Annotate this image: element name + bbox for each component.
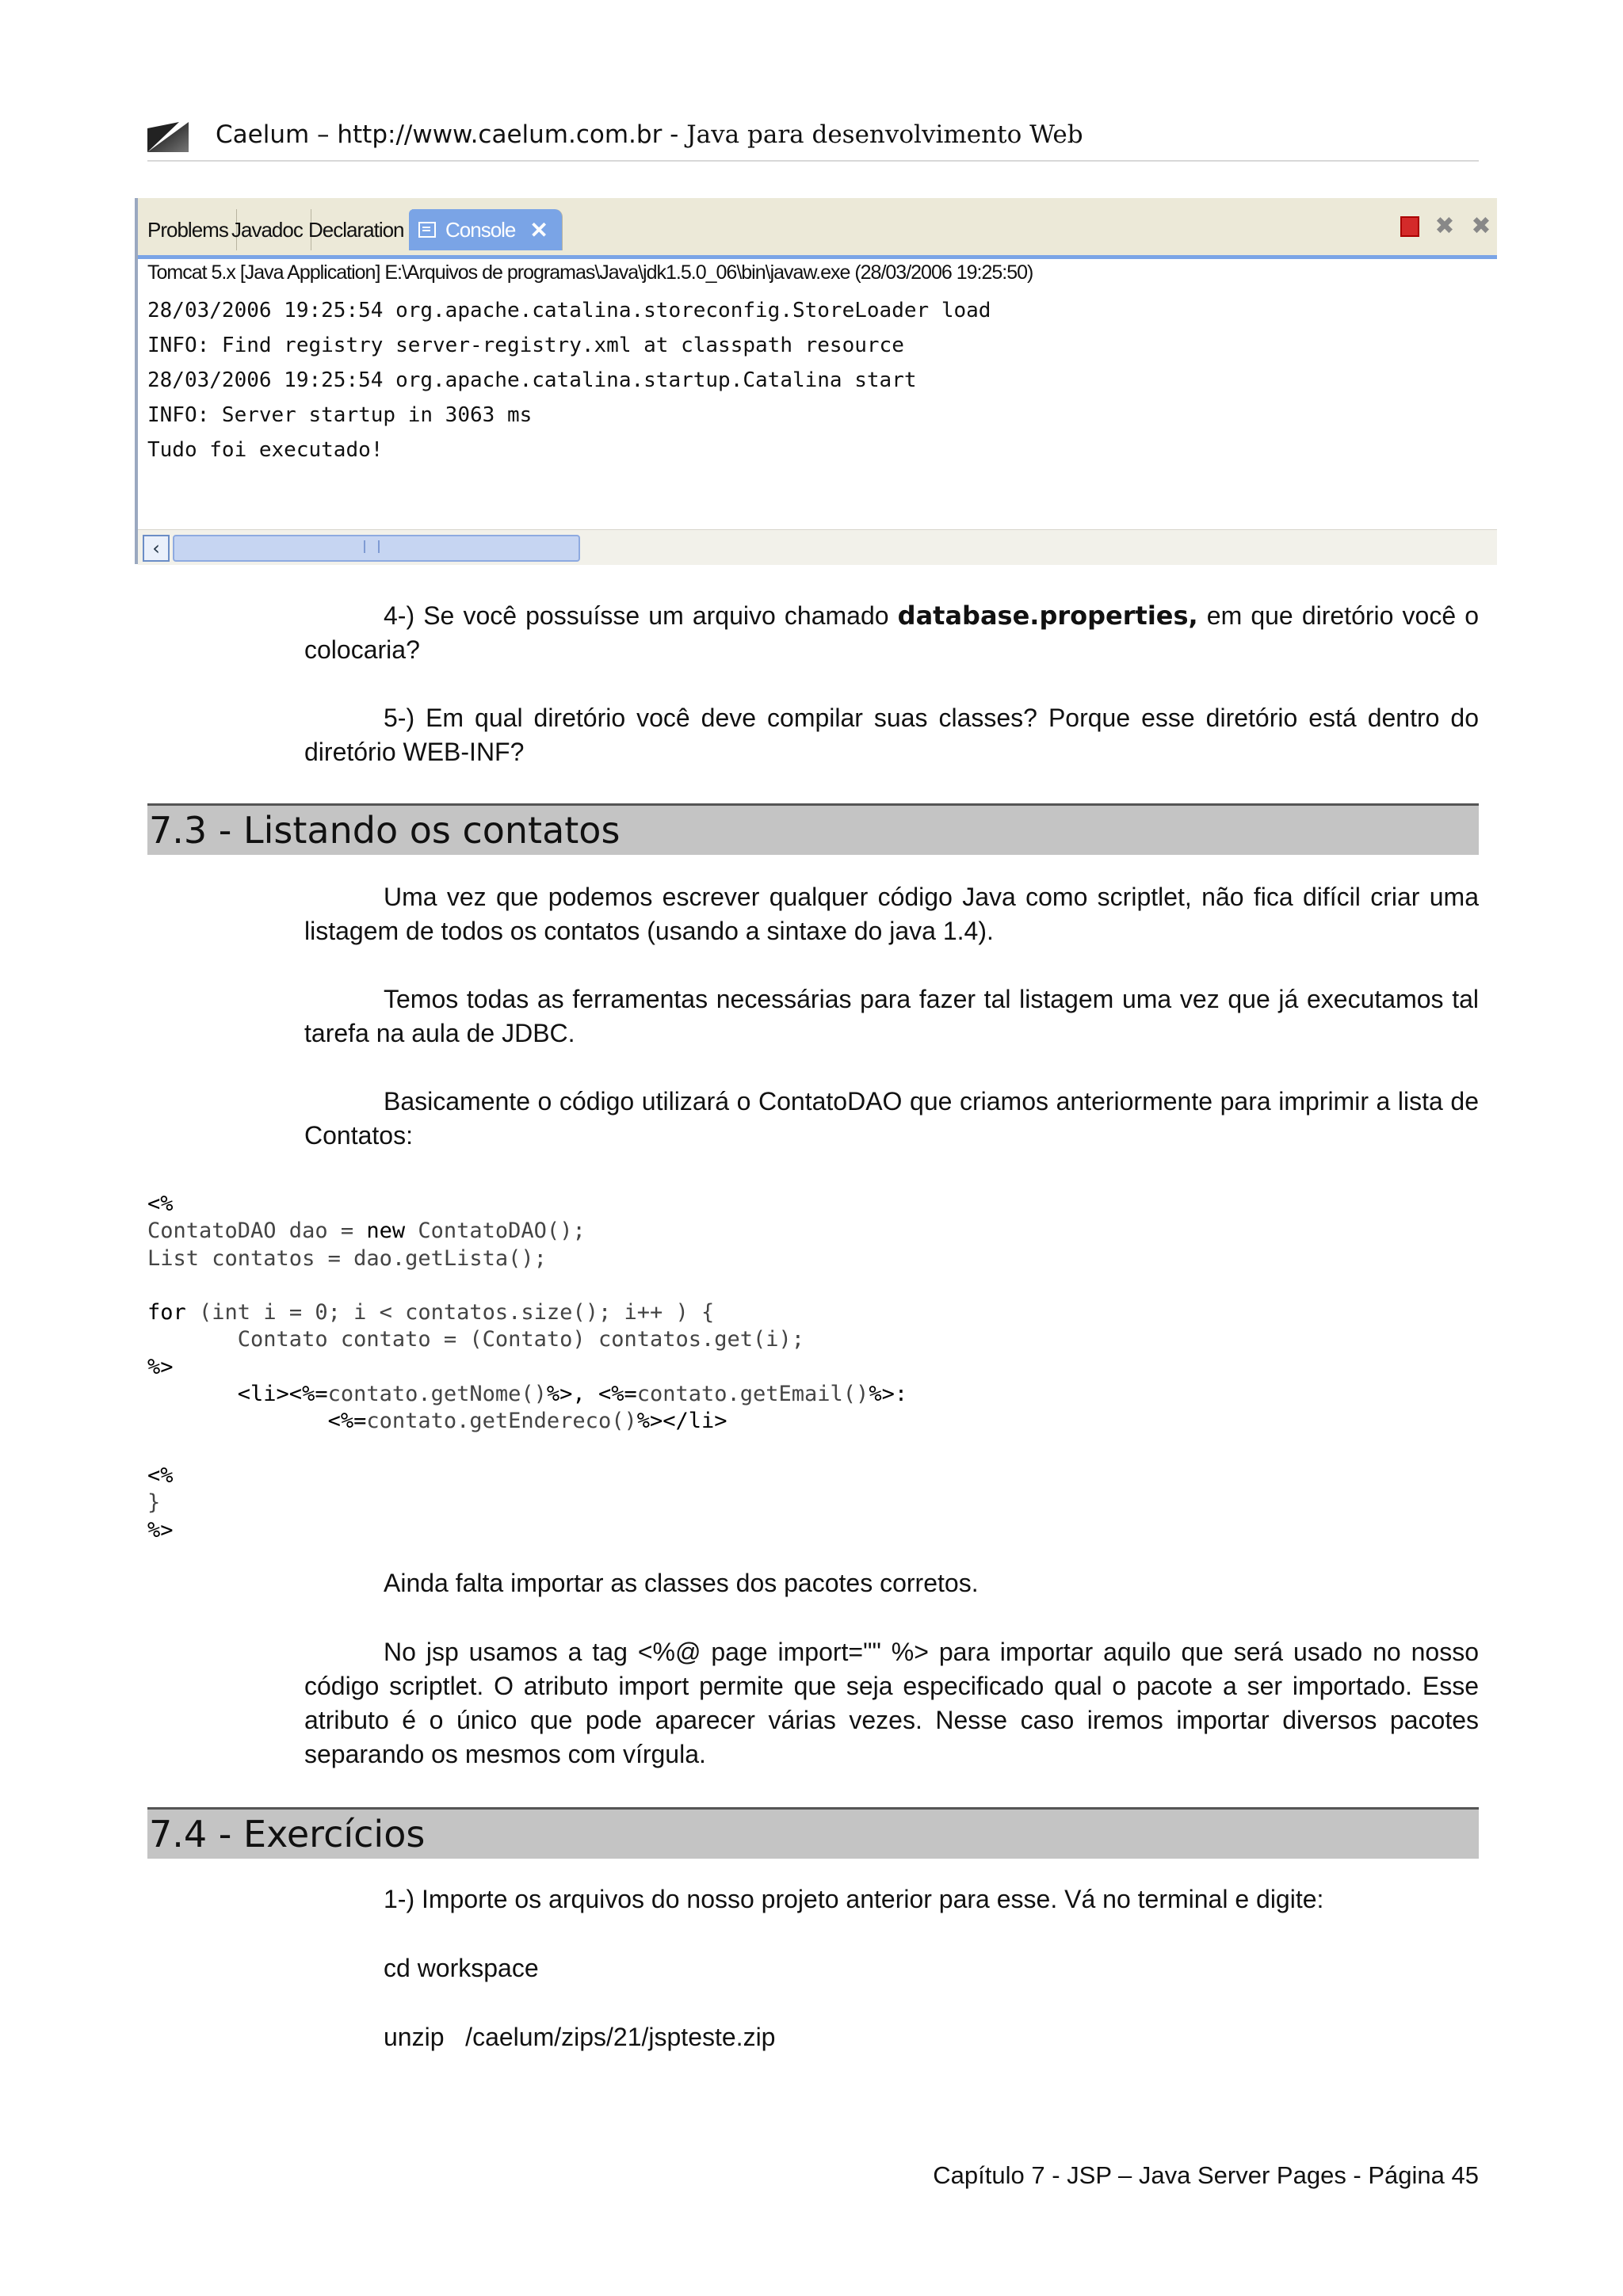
code-line: <%: [147, 1463, 174, 1488]
command-line: cd workspace: [384, 1954, 539, 1982]
console-output: [147, 293, 991, 467]
exercise-1: 1-) Importe os arquivos do nosso projeto anterior para esse. Vá no terminal e digite:: [384, 1885, 1324, 1913]
section-heading-7-4: [147, 1807, 1479, 1859]
question-5: 5-) Em qual diretório você deve compilar suas classes? Porque esse diretório está dentro do diretório WEB-INF?: [304, 704, 1479, 766]
section-title: 7.3 - Listando os contatos: [149, 809, 621, 852]
horizontal-scrollbar[interactable]: [138, 529, 1497, 565]
terminate-icon[interactable]: [1400, 216, 1419, 237]
code-line: ContatoDAO dao = new ContatoDAO();: [147, 1219, 586, 1244]
close-icon[interactable]: ✕: [529, 217, 548, 242]
remove-all-launches-icon[interactable]: ✖: [1471, 212, 1491, 240]
code-line: List contatos = dao.getLista();: [147, 1245, 547, 1271]
paragraph: No jsp usamos a tag <%@ page import="" %> para importar aquilo que será usado no nosso código scriptlet. O atributo import permite que seja especificado qual o pacote a ser importado. Esse atributo é o único que pode aparecer várias vezes. Nesse caso iremos importar diversos pacotes separando os mesmos com vírgula.: [304, 1638, 1479, 1768]
question-4-filename: database.properties,: [897, 601, 1198, 631]
console-line: INFO: Server startup in 3063 ms: [147, 403, 533, 427]
header-title-sans: Caelum – http://www.caelum.com.br -: [216, 120, 687, 149]
page-footer: Capítulo 7 - JSP – Java Server Pages - Página 45: [933, 2161, 1479, 2189]
question-4-text-end: em que diretório você o colocaria?: [304, 601, 1480, 664]
remove-launch-icon[interactable]: ✖: [1434, 212, 1455, 240]
code-line: <li><%=contato.getNome()%>, <%=contato.getEmail()%>:: [147, 1382, 908, 1407]
code-line: %>: [147, 1517, 174, 1543]
code-line: Contato contato = (Contato) contatos.get(i);: [147, 1327, 805, 1352]
tab-console[interactable]: [409, 209, 563, 250]
console-toolbar: [1400, 212, 1492, 240]
page-header: [147, 117, 1479, 162]
tab-problems[interactable]: Problems: [139, 209, 237, 250]
section-heading-7-3: [147, 803, 1479, 855]
console-line: Tudo foi executado!: [147, 438, 384, 462]
command-line: unzip /caelum/zips/21/jspteste.zip: [384, 2023, 776, 2051]
code-line: <%=contato.getEndereco()%></li>: [147, 1409, 727, 1434]
code-line: for (int i = 0; i < contatos.size(); i++ ) {: [147, 1300, 715, 1325]
tab-console-label: Console: [445, 217, 516, 242]
paragraph: Temos todas as ferramentas necessárias para fazer tal listagem uma vez que já executamos tal tarefa na aula de JDBC.: [304, 985, 1479, 1047]
header-title-serif: Java para desenvolvimento Web: [686, 120, 1083, 149]
code-line: }: [147, 1490, 161, 1516]
tab-javadoc[interactable]: Javadoc: [223, 209, 311, 250]
code-line: <%: [147, 1192, 174, 1216]
scroll-left-icon[interactable]: ‹: [143, 535, 170, 562]
console-line: INFO: Find registry server-registry.xml at classpath resource: [147, 334, 904, 357]
console-line: 28/03/2006 19:25:54 org.apache.catalina.startup.Catalina start: [147, 368, 917, 392]
section-title: 7.4 - Exercícios: [149, 1813, 426, 1855]
code-listing: [147, 1191, 907, 1544]
paragraph: Basicamente o código utilizará o ContatoDAO que criamos anteriormente para imprimir a lista de Contatos:: [304, 1087, 1479, 1150]
caelum-logo-icon: [147, 122, 189, 152]
code-line: %>: [147, 1354, 174, 1379]
scrollbar-grip-icon: [364, 540, 380, 553]
console-process-title: Tomcat 5.x [Java Application] E:\Arquivos de programas\Java\jdk1.5.0_06\bin\javaw.exe (28/03/2006 19:25:50): [147, 261, 1033, 284]
question-4-text: 4-) Se você possuísse um arquivo chamado: [384, 601, 898, 630]
console-icon: [418, 222, 436, 238]
header-title: [216, 120, 1083, 149]
view-tab-bar: [138, 198, 1497, 259]
question-4: [304, 599, 1479, 667]
paragraph: Uma vez que podemos escrever qualquer código Java como scriptlet, não fica difícil criar uma listagem de todos os contatos (usando a sintaxe do java 1.4).: [304, 883, 1479, 945]
paragraph: Ainda falta importar as classes dos pacotes corretos.: [384, 1569, 979, 1597]
tab-declaration[interactable]: Declaration: [300, 209, 413, 250]
console-line: 28/03/2006 19:25:54 org.apache.catalina.storeconfig.StoreLoader load: [147, 299, 991, 322]
code-line-blank: [147, 1272, 907, 1299]
console-panel: [135, 198, 1497, 564]
code-line-blank: [147, 1436, 907, 1463]
